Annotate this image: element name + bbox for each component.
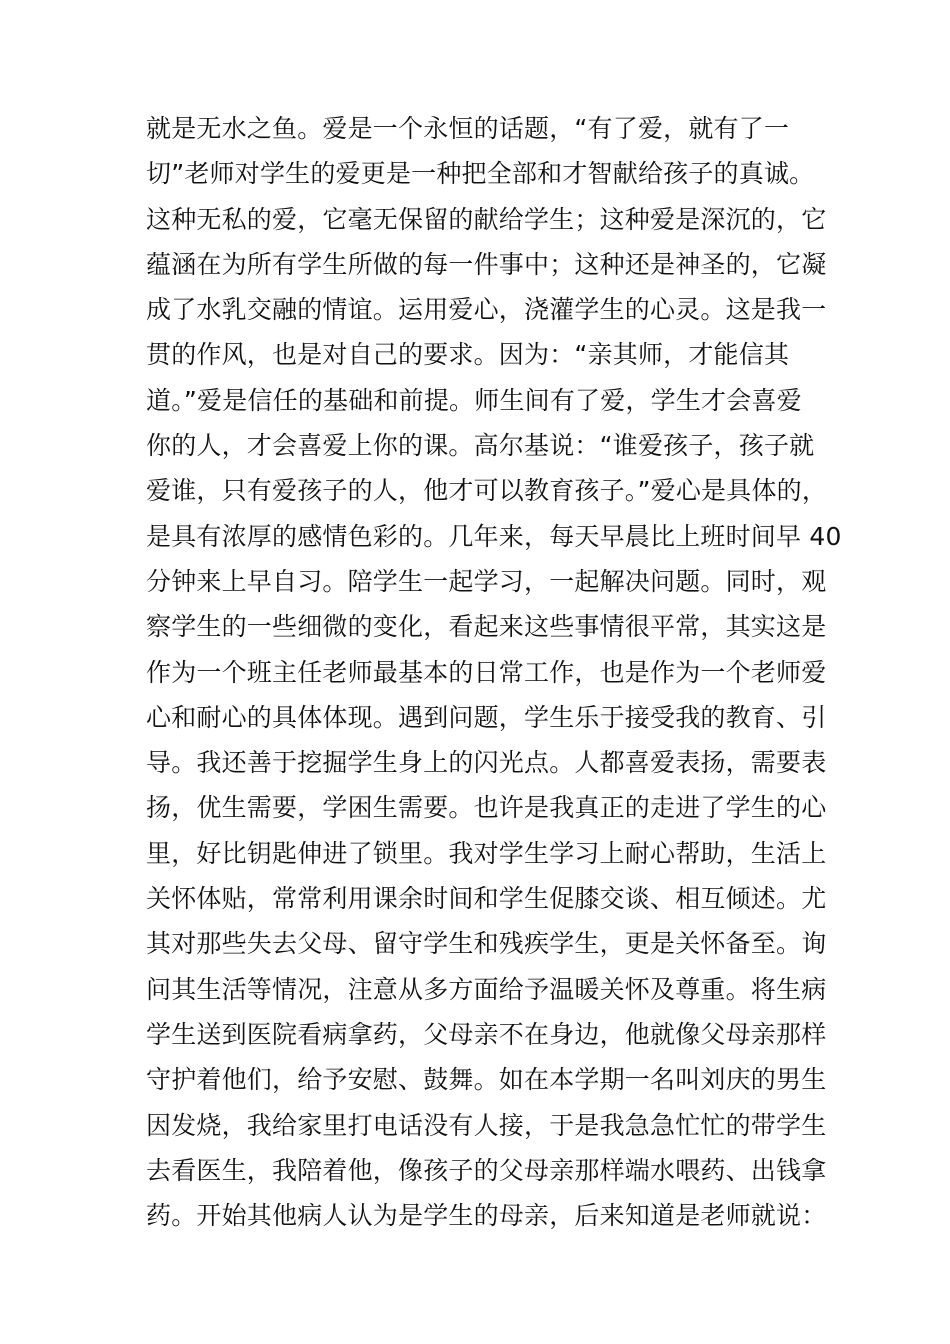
text-line: 爱谁，只有爱孩子的人，他才可以教育孩子。”爱心是具体的，: [146, 476, 828, 506]
text-line: 导。我还善于挖掘学生身上的闪光点。人都喜爱表扬，需要表: [146, 748, 827, 778]
text-line: 里，好比钥匙伸进了锁里。我对学生学习上耐心帮助，生活上: [146, 838, 827, 868]
text-line: 问其生活等情况，注意从多方面给予温暖关怀及尊重。将生病: [146, 974, 827, 1004]
body-text: [146, 106, 842, 1238]
text-line: 其对那些失去父母、留守学生和残疾学生，更是关怀备至。询: [146, 929, 827, 959]
text-line: 切”老师对学生的爱更是一种把全部和才智献给孩子的真诚。: [146, 159, 815, 189]
text-line: 作为一个班主任老师最基本的日常工作，也是作为一个老师爱: [146, 657, 827, 687]
text-line: 分钟来上早自习。陪学生一起学习，一起解决问题。同时，观: [146, 566, 827, 596]
text-line: 关怀体贴，常常利用课余时间和学生促膝交谈、相互倾述。尤: [146, 884, 827, 914]
text-line: 道。”爱是信任的基础和前提。师生间有了爱，学生才会喜爱: [146, 385, 802, 415]
text-line: 成了水乳交融的情谊。运用爱心，浇灌学生的心灵。这是我一: [146, 295, 827, 325]
text-line: 去看医生，我陪着他，像孩子的父母亲那样端水喂药、出钱拿: [146, 1155, 827, 1185]
text-line: 贯的作风，也是对自己的要求。因为：“亲其师，才能信其: [146, 340, 790, 370]
text-line: 就是无水之鱼。爱是一个永恒的话题，“有了爱，就有了一: [146, 114, 790, 143]
text-line: 扬，优生需要，学困生需要。也许是我真正的走进了学生的心: [146, 793, 827, 823]
text-line: 因发烧，我给家里打电话没有人接，于是我急急忙忙的带学生: [146, 1110, 827, 1140]
text-line: 心和耐心的具体体现。遇到问题，学生乐于接受我的教育、引: [146, 702, 827, 732]
text-line: 学生送到医院看病拿药，父母亲不在身边，他就像父母亲那样: [146, 1019, 827, 1049]
text-line: 察学生的一些细微的变化，看起来这些事情很平常，其实这是: [146, 612, 827, 642]
text-line: 你的人，才会喜爱上你的课。高尔基说：“谁爱孩子，孩子就: [146, 431, 815, 461]
text-line: 药。开始其他病人认为是学生的母亲，后来知道是老师就说：: [146, 1201, 827, 1231]
text-line: 守护着他们，给予安慰、鼓舞。如在本学期一名叫刘庆的男生: [146, 1065, 827, 1095]
text-line: 是具有浓厚的感情色彩的。几年来，每天早晨比上班时间早 40: [146, 521, 842, 551]
text-line: 这种无私的爱，它毫无保留的献给学生；这种爱是深沉的，它: [146, 204, 827, 234]
text-line: 蕴涵在为所有学生所做的每一件事中；这种还是神圣的，它凝: [146, 249, 827, 279]
